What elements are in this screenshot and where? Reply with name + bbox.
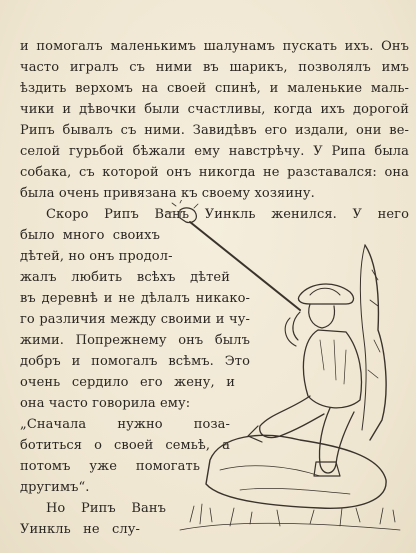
text-line: дѣтей, но онъ продол- [20,249,173,264]
text-line: другимъ“. [20,480,90,495]
text-line: и помогалъ маленькимъ шалунамъ пускать ихъ. Онъ [20,39,409,54]
text-line: очень сердило его жену, и [20,375,235,390]
text-line: жими. Попрежнему онъ былъ [20,333,250,348]
text-line: го различия между своими и чу- [20,312,250,327]
text-line: добръ и помогалъ всѣмъ. Это [20,354,250,369]
text-line: Скоро Рипъ Ванъ Уинкль женился. У него [46,207,409,222]
text-line: часто игралъ съ ними въ шарикъ, позволялъ имъ [20,60,409,75]
text-line: потомъ уже помогать [20,459,200,474]
text-line: Но Рипъ Ванъ [46,501,166,516]
text-line: Уинкль не слу- [20,522,140,537]
text-line: она часто говорила ему: [20,396,191,411]
text-line: „Сначала нужно поза- [20,417,230,432]
text-line: жалъ любить всѣхъ дѣтей [20,270,230,285]
text-line: ѣздить верхомъ на своей спинѣ, и маленькие маль- [20,81,409,96]
text-line: ботиться о своей семьѣ, а [20,438,230,453]
text-line: собака, съ которой онъ никогда не разставался: она [20,165,409,180]
text-line: Рипъ бывалъ съ ними. Завидѣвъ его издали, они ве- [20,123,409,138]
text-line: было много своихъ [20,228,160,243]
text-line: селой гурьбой бѣжали ему навстрѣчу. У Рипа была [20,144,409,159]
text-line: была очень привязана къ своему хозяину. [20,186,315,201]
text-line: чики и дѣвочки были счастливы, когда ихъ дорогой [20,102,409,117]
illustration-man-on-rock [150,200,410,540]
text-line: въ деревнѣ и не дѣлалъ никако- [20,291,250,306]
